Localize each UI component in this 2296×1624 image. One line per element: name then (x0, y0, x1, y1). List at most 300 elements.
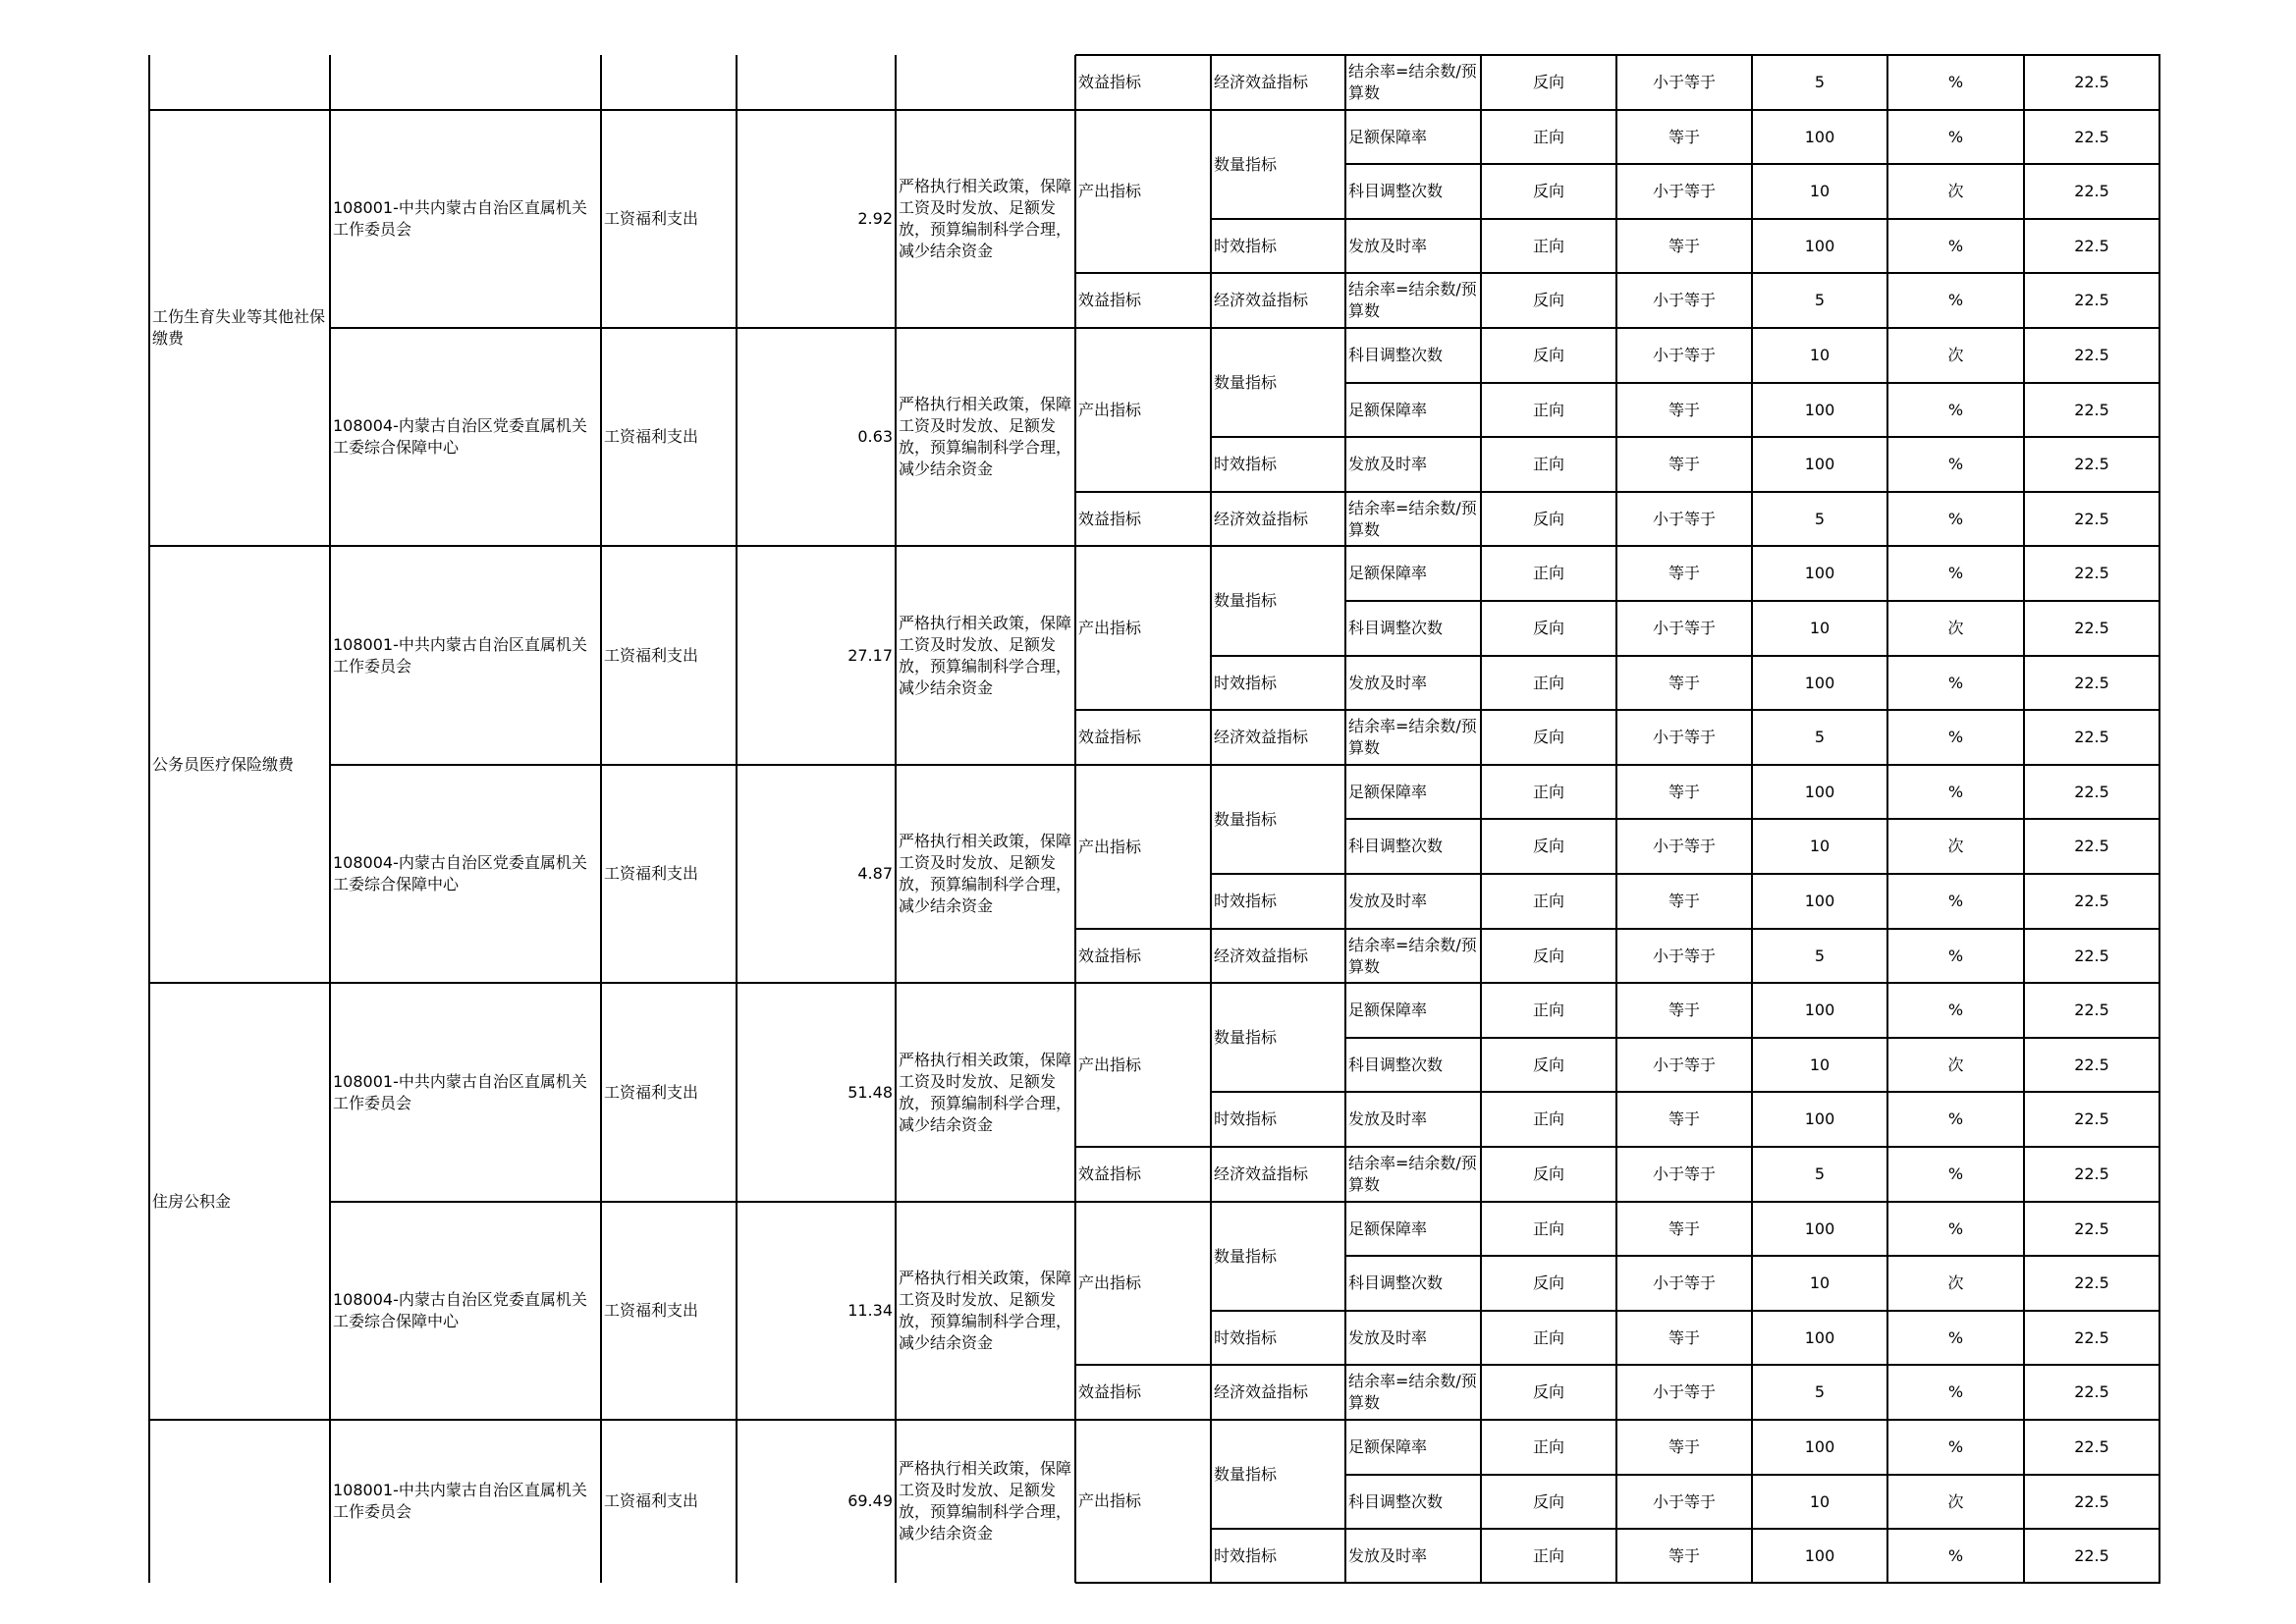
direction: 反向 (1532, 837, 1564, 855)
target-value: 100 (1804, 1218, 1835, 1238)
weight: 22.5 (2074, 946, 2109, 965)
target-value: 100 (1804, 1437, 1835, 1456)
target-value: 100 (1804, 1110, 1835, 1128)
grid-line (1211, 655, 1346, 657)
weight: 22.5 (2074, 1437, 2109, 1456)
grid-line (1751, 1202, 1753, 1420)
level2-indicator: 时效指标 (1214, 455, 1278, 473)
level1-indicator: 产出指标 (1078, 618, 1142, 637)
grid-line (2159, 1202, 2160, 1420)
expense-category: 工资福利支出 (604, 427, 699, 446)
level1-indicator: 效益指标 (1078, 728, 1142, 746)
direction: 正向 (1532, 455, 1564, 473)
grid-line (1751, 55, 1753, 110)
level2-indicator: 时效指标 (1214, 1545, 1278, 1565)
grid-line (1480, 328, 1482, 546)
grid-line (1074, 765, 1076, 983)
weight: 22.5 (2074, 1327, 2109, 1347)
performance-goal: 严格执行相关政策，保障工资及时发放、足额发放，预算编制科学合理，减少结余资金 (899, 613, 1072, 697)
level2-indicator: 时效指标 (1214, 1110, 1278, 1128)
grid-line (1210, 1420, 1212, 1583)
target-value: 100 (1804, 1327, 1835, 1347)
level2-indicator: 经济效益指标 (1214, 1164, 1309, 1183)
operator: 等于 (1667, 127, 1700, 146)
weight: 22.5 (2074, 455, 2109, 473)
expense-category: 工资福利支出 (604, 209, 699, 228)
weight: 22.5 (2074, 564, 2109, 582)
direction: 正向 (1532, 1327, 1564, 1347)
direction: 正向 (1532, 564, 1564, 582)
grid-line (1886, 110, 1888, 328)
target-value: 10 (1809, 346, 1831, 364)
weight: 22.5 (2074, 346, 2109, 364)
performance-goal: 严格执行相关政策，保障工资及时发放、足额发放，预算编制科学合理，减少结余资金 (899, 177, 1072, 260)
level1-indicator: 效益指标 (1078, 1164, 1142, 1183)
direction: 正向 (1532, 673, 1564, 692)
weight: 22.5 (2074, 1273, 2109, 1292)
target-value: 100 (1804, 782, 1835, 801)
direction: 反向 (1532, 728, 1564, 746)
target-value: 10 (1809, 1273, 1831, 1292)
grid-line (2159, 1420, 2160, 1583)
unit: 次 (1947, 182, 1964, 200)
target-value: 5 (1814, 728, 1826, 746)
level2-indicator: 数量指标 (1214, 1464, 1278, 1484)
weight: 22.5 (2074, 1545, 2109, 1565)
grid-line (1615, 1420, 1617, 1583)
budget-amount: 0.63 (857, 427, 893, 446)
target-value: 100 (1804, 455, 1835, 473)
unit: % (1947, 400, 1964, 419)
level1-indicator: 效益指标 (1078, 509, 1142, 528)
unit: % (1947, 1001, 1964, 1019)
grid-line (1480, 110, 1482, 328)
grid-line (1211, 1310, 1346, 1312)
level1-indicator: 效益指标 (1078, 1382, 1142, 1401)
level3-indicator: 科目调整次数 (1348, 346, 1444, 364)
unit: % (1947, 892, 1964, 910)
unit-name: 108004-内蒙古自治区党委直属机关工委综合保障中心 (333, 1290, 587, 1330)
level3-indicator: 科目调整次数 (1348, 1055, 1444, 1074)
grid-line (1344, 1420, 1346, 1583)
budget-amount: 11.34 (847, 1301, 893, 1320)
unit: % (1947, 728, 1964, 746)
grid-line (1074, 546, 1076, 765)
grid-line (1211, 873, 1346, 875)
grid-line (2023, 546, 2025, 765)
target-value: 5 (1814, 73, 1826, 91)
target-value: 100 (1804, 892, 1835, 910)
target-value: 10 (1809, 619, 1831, 637)
operator: 等于 (1667, 1218, 1700, 1238)
performance-goal: 严格执行相关政策，保障工资及时发放、足额发放，预算编制科学合理，减少结余资金 (899, 395, 1072, 478)
level1-indicator: 效益指标 (1078, 946, 1142, 965)
level3-indicator: 结余率=结余数/预算数 (1348, 1154, 1477, 1194)
operator: 等于 (1667, 1327, 1700, 1347)
level2-indicator: 经济效益指标 (1214, 728, 1309, 746)
operator: 等于 (1667, 892, 1700, 910)
weight: 22.5 (2074, 182, 2109, 200)
level1-indicator: 产出指标 (1078, 182, 1142, 200)
grid-line (1886, 328, 1888, 546)
grid-line (1615, 55, 1617, 110)
performance-goal: 严格执行相关政策，保障工资及时发放、足额发放，预算编制科学合理，减少结余资金 (899, 1459, 1072, 1543)
direction: 反向 (1532, 346, 1564, 364)
direction: 正向 (1532, 127, 1564, 146)
grid-line (2023, 110, 2025, 328)
operator: 小于等于 (1652, 346, 1716, 364)
level2-indicator: 经济效益指标 (1214, 291, 1309, 309)
grid-line (1074, 55, 1076, 110)
performance-goal: 严格执行相关政策，保障工资及时发放、足额发放，预算编制科学合理，减少结余资金 (899, 1050, 1072, 1134)
grid-line (1886, 546, 1888, 765)
project-name: 住房公积金 (152, 1191, 232, 1211)
operator: 小于等于 (1652, 1382, 1716, 1401)
level3-indicator: 发放及时率 (1348, 673, 1428, 692)
weight: 22.5 (2074, 1110, 2109, 1128)
operator: 小于等于 (1652, 291, 1716, 309)
grid-line (2159, 110, 2160, 328)
weight: 22.5 (2074, 509, 2109, 528)
target-value: 10 (1809, 1055, 1831, 1074)
grid-line (1074, 1202, 1076, 1420)
weight: 22.5 (2074, 728, 2109, 746)
unit: % (1947, 1327, 1964, 1347)
grid-line (1615, 546, 1617, 765)
weight: 22.5 (2074, 782, 2109, 801)
unit: % (1947, 73, 1964, 91)
unit: % (1947, 782, 1964, 801)
direction: 正向 (1532, 1110, 1564, 1128)
weight: 22.5 (2074, 619, 2109, 637)
grid-line (1075, 709, 1346, 711)
target-value: 5 (1814, 1382, 1826, 1401)
direction: 反向 (1532, 619, 1564, 637)
level3-indicator: 结余率=结余数/预算数 (1348, 280, 1477, 320)
grid-line (2159, 55, 2160, 110)
direction: 反向 (1532, 1491, 1564, 1511)
level3-indicator: 足额保障率 (1348, 127, 1428, 146)
operator: 等于 (1667, 236, 1700, 255)
direction: 反向 (1532, 291, 1564, 309)
expense-category: 工资福利支出 (604, 1491, 699, 1510)
level3-indicator: 结余率=结余数/预算数 (1348, 62, 1477, 102)
weight: 22.5 (2074, 1491, 2109, 1511)
operator: 等于 (1667, 673, 1700, 692)
level3-indicator: 结余率=结余数/预算数 (1348, 717, 1477, 757)
grid-line (1480, 1420, 1482, 1583)
target-value: 5 (1814, 946, 1826, 965)
grid-line (1751, 1420, 1753, 1583)
level2-indicator: 经济效益指标 (1214, 73, 1309, 91)
operator: 小于等于 (1652, 837, 1716, 855)
operator: 等于 (1667, 455, 1700, 473)
direction: 反向 (1532, 1164, 1564, 1183)
weight: 22.5 (2074, 236, 2109, 255)
level1-indicator: 产出指标 (1078, 1491, 1142, 1510)
level3-indicator: 足额保障率 (1348, 1218, 1428, 1238)
budget-amount: 4.87 (857, 864, 893, 883)
grid-line (1615, 328, 1617, 546)
level3-indicator: 科目调整次数 (1348, 1273, 1444, 1292)
direction: 正向 (1532, 892, 1564, 910)
level2-indicator: 时效指标 (1214, 236, 1278, 255)
target-value: 100 (1804, 236, 1835, 255)
level3-indicator: 足额保障率 (1348, 564, 1428, 582)
unit: % (1947, 1545, 1964, 1565)
target-value: 100 (1804, 1001, 1835, 1019)
unit: 次 (1947, 619, 1964, 637)
direction: 正向 (1532, 782, 1564, 801)
operator: 小于等于 (1652, 728, 1716, 746)
level3-indicator: 结余率=结余数/预算数 (1348, 935, 1477, 976)
target-value: 100 (1804, 564, 1835, 582)
level2-indicator: 经济效益指标 (1214, 946, 1309, 965)
unit-name: 108001-中共内蒙古自治区直属机关工作委员会 (333, 634, 587, 676)
unit: 次 (1947, 837, 1964, 855)
grid-line (1886, 983, 1888, 1202)
grid-line (1075, 491, 1346, 493)
target-value: 100 (1804, 1545, 1835, 1565)
level3-indicator: 足额保障率 (1348, 400, 1428, 419)
operator: 小于等于 (1652, 619, 1716, 637)
grid-line (1480, 546, 1482, 765)
weight: 22.5 (2074, 673, 2109, 692)
grid-line (1751, 765, 1753, 983)
grid-line (2159, 328, 2160, 546)
grid-line (1075, 1146, 1346, 1148)
weight: 22.5 (2074, 73, 2109, 91)
operator: 等于 (1667, 400, 1700, 419)
grid-line (1074, 983, 1076, 1202)
grid-line (2023, 983, 2025, 1202)
grid-line (1211, 1091, 1346, 1093)
target-value: 100 (1804, 673, 1835, 692)
level3-indicator: 科目调整次数 (1348, 837, 1444, 855)
unit-name: 108001-中共内蒙古自治区直属机关工作委员会 (333, 1481, 587, 1521)
operator: 等于 (1667, 1001, 1700, 1019)
grid-line (1751, 983, 1753, 1202)
grid-line (2159, 546, 2160, 765)
direction: 反向 (1532, 73, 1564, 91)
operator: 小于等于 (1652, 1273, 1716, 1292)
operator: 小于等于 (1652, 1055, 1716, 1074)
grid-line (1615, 765, 1617, 983)
level3-indicator: 发放及时率 (1348, 1545, 1428, 1565)
level2-indicator: 经济效益指标 (1214, 1382, 1309, 1401)
level3-indicator: 发放及时率 (1348, 892, 1428, 910)
unit: % (1947, 1110, 1964, 1128)
unit: % (1947, 127, 1964, 146)
level3-indicator: 结余率=结余数/预算数 (1348, 1372, 1477, 1412)
grid-line (1075, 1364, 1346, 1366)
level3-indicator: 科目调整次数 (1348, 182, 1444, 200)
target-value: 10 (1809, 837, 1831, 855)
weight: 22.5 (2074, 127, 2109, 146)
grid-line (1075, 272, 1346, 274)
grid-line (1344, 55, 1346, 110)
unit-name: 108001-中共内蒙古自治区直属机关工作委员会 (333, 198, 587, 239)
unit-name: 108004-内蒙古自治区党委直属机关工委综合保障中心 (333, 853, 587, 893)
grid-line (1480, 765, 1482, 983)
grid-line (1074, 328, 1076, 546)
level3-indicator: 发放及时率 (1348, 236, 1428, 255)
grid-line (2159, 983, 2160, 1202)
grid-line (1751, 328, 1753, 546)
budget-amount: 69.49 (847, 1491, 893, 1510)
level3-indicator: 科目调整次数 (1348, 619, 1444, 637)
expense-category: 工资福利支出 (604, 1082, 699, 1102)
direction: 反向 (1532, 182, 1564, 200)
direction: 反向 (1532, 1273, 1564, 1292)
grid-line (2023, 1202, 2025, 1420)
unit: % (1947, 673, 1964, 692)
budget-amount: 2.92 (857, 209, 893, 228)
operator: 小于等于 (1652, 1491, 1716, 1511)
grid-line (1886, 1202, 1888, 1420)
operator: 等于 (1667, 1110, 1700, 1128)
target-value: 100 (1804, 400, 1835, 419)
direction: 正向 (1532, 236, 1564, 255)
operator: 等于 (1667, 1545, 1700, 1565)
budget-amount: 27.17 (847, 645, 893, 665)
unit: % (1947, 1164, 1964, 1183)
unit: % (1947, 455, 1964, 473)
unit: % (1947, 1437, 1964, 1456)
unit: % (1947, 291, 1964, 309)
performance-goal: 严格执行相关政策，保障工资及时发放、足额发放，预算编制科学合理，减少结余资金 (899, 1269, 1072, 1352)
level2-indicator: 数量指标 (1214, 1027, 1278, 1047)
target-value: 100 (1804, 127, 1835, 146)
weight: 22.5 (2074, 1218, 2109, 1238)
weight: 22.5 (2074, 400, 2109, 419)
direction: 反向 (1532, 509, 1564, 528)
unit: % (1947, 946, 1964, 965)
unit-name: 108004-内蒙古自治区党委直属机关工委综合保障中心 (333, 416, 587, 457)
level2-indicator: 时效指标 (1214, 673, 1278, 692)
grid-line (1886, 1420, 1888, 1583)
level2-indicator: 数量指标 (1214, 154, 1278, 174)
grid-line (1751, 546, 1753, 765)
level2-indicator: 时效指标 (1214, 1327, 1278, 1347)
grid-line (1480, 55, 1482, 110)
unit: % (1947, 509, 1964, 528)
grid-line (1211, 436, 1346, 438)
level2-indicator: 数量指标 (1214, 809, 1278, 829)
grid-line (1075, 1582, 2160, 1584)
target-value: 10 (1809, 1491, 1831, 1511)
operator: 小于等于 (1652, 509, 1716, 528)
level3-indicator: 足额保障率 (1348, 782, 1428, 801)
level3-indicator: 发放及时率 (1348, 455, 1428, 473)
grid-line (1615, 983, 1617, 1202)
performance-goal: 严格执行相关政策，保障工资及时发放、足额发放，预算编制科学合理，减少结余资金 (899, 832, 1072, 915)
grid-line (2023, 765, 2025, 983)
target-value: 5 (1814, 291, 1826, 309)
level1-indicator: 产出指标 (1078, 400, 1142, 419)
unit: % (1947, 564, 1964, 582)
weight: 22.5 (2074, 1055, 2109, 1074)
direction: 正向 (1532, 1218, 1564, 1238)
expense-category: 工资福利支出 (604, 1301, 699, 1320)
weight: 22.5 (2074, 892, 2109, 910)
level1-indicator: 效益指标 (1078, 73, 1142, 91)
target-value: 5 (1814, 1164, 1826, 1183)
grid-line (1886, 765, 1888, 983)
target-value: 10 (1809, 182, 1831, 200)
direction: 正向 (1532, 1437, 1564, 1456)
operator: 小于等于 (1652, 946, 1716, 965)
grid-line (1075, 54, 2160, 56)
grid-line (1886, 55, 1888, 110)
operator: 小于等于 (1652, 182, 1716, 200)
unit: 次 (1947, 1055, 1964, 1074)
level3-indicator: 发放及时率 (1348, 1327, 1428, 1347)
unit: % (1947, 1382, 1964, 1401)
unit: % (1947, 236, 1964, 255)
expense-category: 工资福利支出 (604, 864, 699, 883)
level2-indicator: 数量指标 (1214, 372, 1278, 392)
expense-category: 工资福利支出 (604, 645, 699, 665)
project-name (149, 1420, 330, 1583)
level1-indicator: 产出指标 (1078, 1273, 1142, 1292)
grid-line (1480, 1202, 1482, 1420)
grid-line (1480, 983, 1482, 1202)
direction: 正向 (1532, 1545, 1564, 1565)
operator: 小于等于 (1652, 73, 1716, 91)
weight: 22.5 (2074, 1382, 2109, 1401)
weight: 22.5 (2074, 837, 2109, 855)
weight: 22.5 (2074, 291, 2109, 309)
direction: 反向 (1532, 1055, 1564, 1074)
level3-indicator: 发放及时率 (1348, 1110, 1428, 1128)
unit: 次 (1947, 346, 1964, 364)
weight: 22.5 (2074, 1001, 2109, 1019)
budget-amount: 51.48 (847, 1082, 893, 1102)
level2-indicator: 经济效益指标 (1214, 509, 1309, 528)
level3-indicator: 结余率=结余数/预算数 (1348, 498, 1477, 539)
grid-line (1211, 1528, 1346, 1530)
operator: 等于 (1667, 782, 1700, 801)
operator: 等于 (1667, 564, 1700, 582)
grid-line (2023, 1420, 2025, 1583)
grid-line (2023, 328, 2025, 546)
grid-line (1615, 1202, 1617, 1420)
unit-name: 108001-中共内蒙古自治区直属机关工作委员会 (333, 1071, 587, 1112)
project-name: 工伤生育失业等其他社保缴费 (152, 307, 326, 348)
unit: 次 (1947, 1491, 1964, 1511)
level3-indicator: 足额保障率 (1348, 1437, 1428, 1456)
direction: 反向 (1532, 1382, 1564, 1401)
level2-indicator: 时效指标 (1214, 892, 1278, 910)
level2-indicator: 数量指标 (1214, 1246, 1278, 1266)
grid-line (1211, 218, 1346, 220)
level3-indicator: 足额保障率 (1348, 1001, 1428, 1019)
grid-line (2159, 765, 2160, 983)
project-name: 公务员医疗保险缴费 (152, 754, 295, 774)
target-value: 5 (1814, 509, 1826, 528)
grid-line (1615, 110, 1617, 328)
direction: 正向 (1532, 1001, 1564, 1019)
grid-line (1075, 928, 1346, 930)
unit: 次 (1947, 1273, 1964, 1292)
direction: 反向 (1532, 946, 1564, 965)
weight: 22.5 (2074, 1164, 2109, 1183)
operator: 小于等于 (1652, 1164, 1716, 1183)
direction: 正向 (1532, 400, 1564, 419)
unit: % (1947, 1218, 1964, 1238)
level1-indicator: 效益指标 (1078, 291, 1142, 309)
